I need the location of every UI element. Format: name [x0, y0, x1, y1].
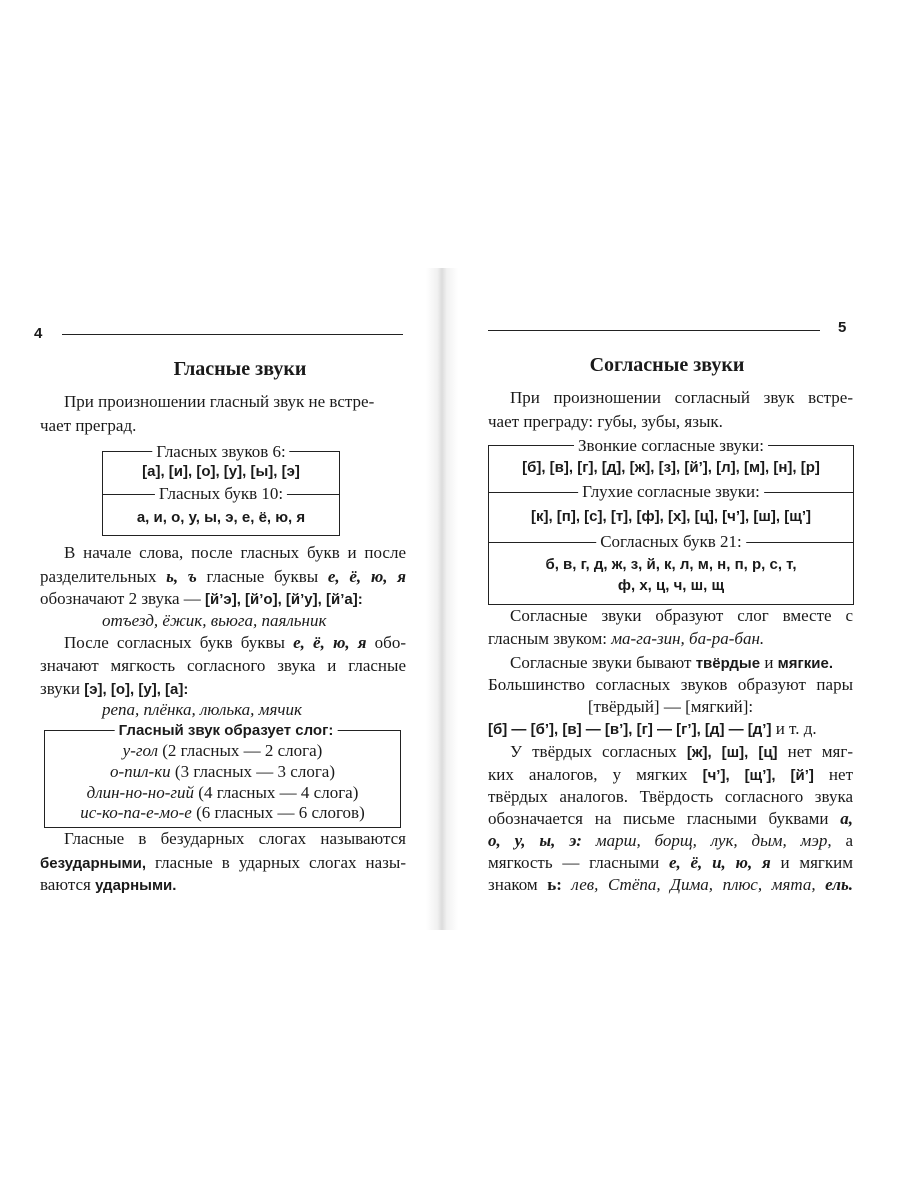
- vowel-letters-caption: Гласных букв 10:: [155, 484, 287, 504]
- right-intro-line-1: При произношении согласный звук встре-: [510, 388, 853, 407]
- voiced-sounds-list: [б], [в], [г], [д], [ж], [з], [й’], [л], [м], [н], [р]: [522, 459, 820, 476]
- consonant-letters-caption: Согласных букв 21:: [596, 532, 746, 552]
- right-para1-line-2: гласным звуком: ма-га-зин, ба-ра-бан.: [488, 629, 765, 648]
- header-rule-right: [488, 330, 820, 331]
- right-para3-line-2: ких аналогов, у мягких [ч’], [щ’], [й’] нет: [488, 765, 854, 784]
- voiceless-caption: Глухие согласные звуки:: [578, 482, 764, 502]
- left-para1-examples: отъезд, ёжик, вьюга, паяльник: [102, 611, 327, 630]
- left-para1-line-2: разделительных ь, ъ гласные буквы е, ё, ю, я: [40, 567, 406, 586]
- page-number-left: 4: [34, 325, 43, 342]
- syllable-row-4: ис-ко-па-е-мо-е (6 гласных — 6 слогов): [80, 803, 365, 822]
- right-para3-line-5: о, у, ы, э: марш, борщ, лук, дым, мэр, а: [488, 831, 854, 850]
- header-rule-left: [62, 334, 403, 335]
- voiced-caption: Звонкие согласные звуки:: [574, 436, 768, 456]
- voiceless-sounds-list: [к], [п], [с], [т], [ф], [х], [ц], [ч’], [ш], [щ’]: [530, 508, 812, 525]
- consonant-letters-line-1: б, в, г, д, ж, з, й, к, л, м, н, п, р, с, т,: [545, 556, 797, 573]
- syllable-row-1: у-гол (2 гласных — 2 слога): [122, 741, 323, 760]
- right-para3-line-3: твёрдых аналогов. Твёрдость согласного звука: [488, 787, 853, 806]
- right-para2-line-3: [твёрдый] — [мягкий]:: [587, 697, 754, 716]
- left-para2-line-3: звуки [э], [о], [у], [а]:: [40, 679, 189, 698]
- consonant-letters-line-2: ф, х, ц, ч, ш, щ: [617, 577, 725, 594]
- left-para1-line-1: В начале слова, после гласных букв и после: [64, 543, 406, 562]
- right-para2-line-2: Большинство согласных звуков образуют пары: [488, 675, 853, 694]
- left-para3-line-2: безударными, гласные в ударных слогах назы-: [40, 853, 406, 872]
- left-para2-line-1: После согласных букв буквы е, ё, ю, я обо-: [64, 633, 406, 652]
- page-number-right: 5: [838, 319, 847, 336]
- right-para2-line-4: [б] — [б’], [в] — [в’], [г] — [г’], [д] — [д’] и т. д.: [488, 719, 817, 738]
- right-para3-line-6: мягкость — гласными е, ё, и, ю, я и мягким: [488, 853, 854, 872]
- vowel-sounds-caption: Гласных звуков 6:: [152, 442, 289, 462]
- left-para1-line-3: обозначают 2 звука — [й’э], [й’о], [й’у], [й’а]:: [40, 589, 363, 608]
- syllable-box-caption: Гласный звук образует слог:: [115, 721, 338, 741]
- vowel-letters-list: а, и, о, у, ы, э, е, ё, ю, я: [136, 509, 306, 526]
- left-page-title: Гласные звуки: [173, 358, 307, 380]
- left-para2-line-2: значают мягкость согласного звука и гласные: [40, 656, 406, 675]
- right-para3-line-7: знаком ь: лев, Стёпа, Дима, плюс, мята, ель.: [488, 875, 853, 894]
- syllable-row-2: о-пил-ки (3 гласных — 3 слога): [109, 762, 335, 781]
- right-page-title: Согласные звуки: [589, 354, 745, 376]
- right-intro-line-2: чает преграду: губы, зубы, язык.: [488, 412, 723, 431]
- right-para1-line-1: Согласные звуки образуют слог вместе с: [510, 606, 853, 625]
- left-para3-line-1: Гласные в безударных слогах называются: [64, 829, 406, 848]
- left-intro-line-1: При произношении гласный звук не встре-: [64, 392, 375, 411]
- right-para3-line-1: У твёрдых согласных [ж], [ш], [ц] нет мяг-: [510, 742, 853, 761]
- right-para2-line-1: Согласные звуки бывают твёрдые и мягкие.: [510, 653, 834, 672]
- left-para3-line-3: ваются ударными.: [40, 875, 177, 894]
- vowel-sounds-list: [а], [и], [о], [у], [ы], [э]: [142, 463, 300, 480]
- syllable-row-3: длин-но-но-гий (4 гласных — 4 слога): [86, 783, 359, 802]
- left-para2-examples: репа, плёнка, люлька, мячик: [102, 700, 302, 719]
- right-para3-line-4: обозначается на письме гласными буквами а,: [488, 809, 853, 828]
- left-intro-line-2: чает преград.: [40, 416, 137, 435]
